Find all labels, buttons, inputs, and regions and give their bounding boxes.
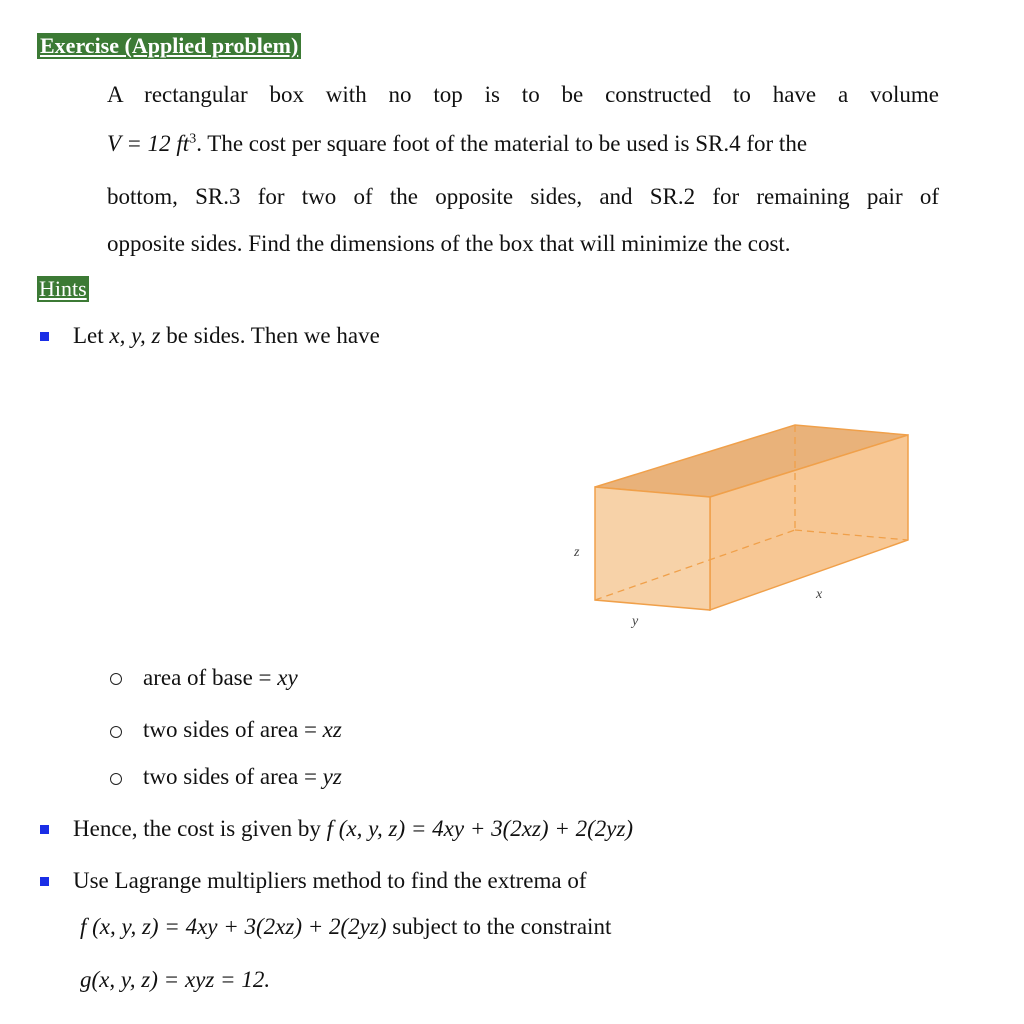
sub-item-text: two sides of area = (143, 717, 317, 742)
constraint-expression: g(x, y, z) = xyz = 12. (80, 967, 271, 992)
sub-item-sides-yz (143, 762, 342, 792)
volume-exponent: 3 (189, 131, 197, 147)
box-figure (560, 420, 920, 640)
let-prefix: Let (73, 323, 104, 348)
lagrange-line: Use Lagrange multipliers method to find the extrema of (73, 868, 587, 893)
sub-item-base (143, 663, 298, 693)
sub-item-expr: xz (322, 717, 342, 742)
volume-equation: V = 12 ft (107, 131, 190, 156)
problem-line-2 (107, 129, 939, 159)
label-y: y (632, 614, 639, 629)
sub-item-expr: yz (322, 764, 342, 789)
lagrange-objective-line (80, 912, 611, 942)
exercise-title: Exercise (Applied problem) (37, 33, 301, 59)
let-suffix: be sides. Then we have (166, 323, 380, 348)
hints-label: Hints (39, 276, 87, 301)
sub-item-expr: xy (277, 665, 298, 690)
square-bullet-icon (40, 825, 49, 834)
label-x: x (816, 587, 823, 602)
cost-prefix: Hence, the cost is given by (73, 816, 321, 841)
problem-line-3: bottom, SR.3 for two of the opposite sides, and SR.2 for remaining pair of (107, 184, 939, 209)
sub-item-sides-xz (143, 715, 342, 745)
problem-line-1: A rectangular box with no top is to be constructed to have a volume (107, 82, 939, 107)
sub-item-text: two sides of area = (143, 764, 317, 789)
circle-bullet-icon (110, 726, 122, 738)
objective-expression: f (x, y, z) = 4xy + 3(2xz) + 2(2yz) (80, 914, 387, 939)
sub-item-text: area of base = (143, 665, 272, 690)
circle-bullet-icon (110, 673, 122, 685)
cost-expression: f (x, y, z) = 4xy + 3(2xz) + 2(2yz) (326, 816, 634, 841)
square-bullet-icon (40, 877, 49, 886)
constraint-line (80, 965, 270, 995)
cost-line (73, 814, 633, 844)
subject-text: subject to the constraint (392, 914, 612, 939)
box-diagram (560, 420, 920, 640)
hint-let-line (73, 321, 380, 351)
problem-line-4: opposite sides. Find the dimensions of the box that will minimize the cost. (107, 231, 791, 256)
let-vars: x, y, z (109, 323, 161, 348)
box-front-face (595, 487, 710, 610)
circle-bullet-icon (110, 773, 122, 785)
label-z: z (574, 545, 580, 560)
square-bullet-icon (40, 332, 49, 341)
problem-line-2-rest: . The cost per square foot of the material to be used is SR.4 for the (196, 131, 808, 156)
